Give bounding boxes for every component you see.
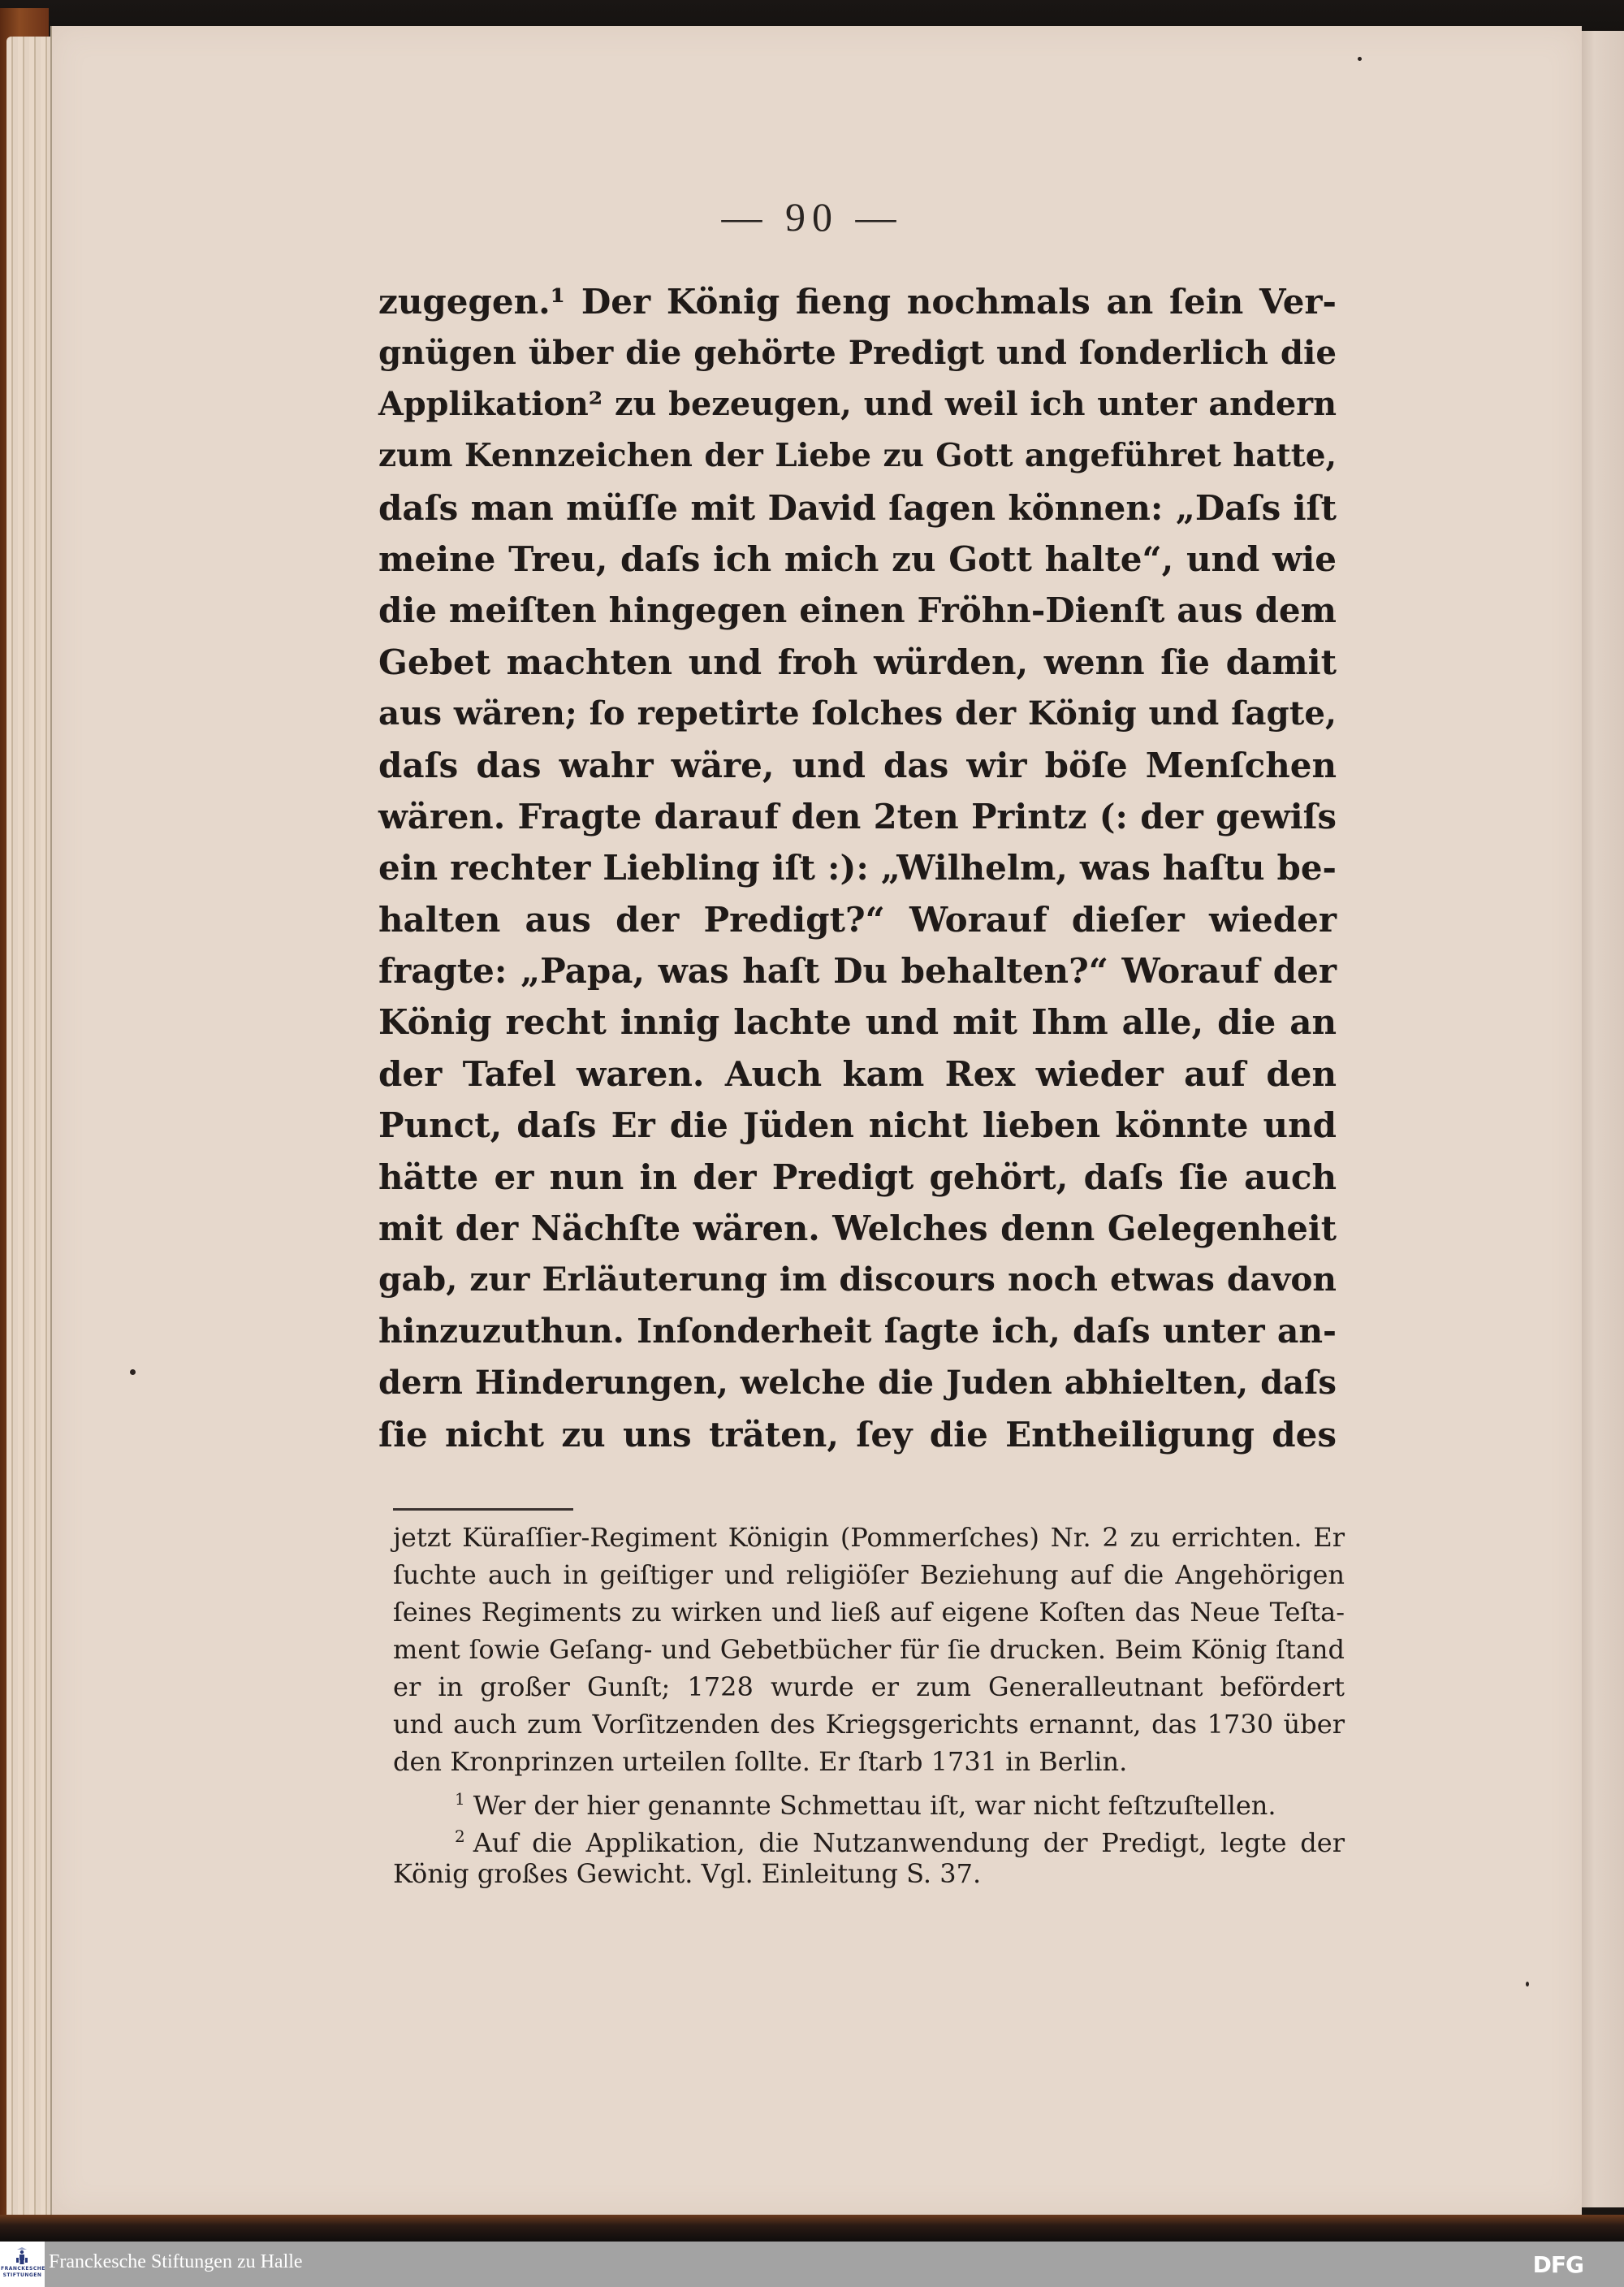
institution-name[interactable]: Franckesche Stiftungen zu Halle (49, 2251, 303, 2272)
text-line: hinzuzuthun. Inſonderheit ſagte ich, daſs unter an- (378, 1311, 1337, 1351)
text-line: aus wären; ſo repetirte ſolches der König und ſagte, (378, 694, 1337, 733)
footnotes (393, 1519, 1345, 1892)
text-line: zugegen.¹ Der König fieng nochmals an ſein Ver- (378, 282, 1337, 322)
text-line: mit der Nächſte wären. Welches denn Gelegenheit (378, 1208, 1337, 1249)
footer-bar (0, 2242, 1624, 2287)
text-line: fragte: „Papa, was haſt Du behalten?“ Worauf der (378, 951, 1337, 992)
dfg-logo[interactable]: DFG (1532, 2251, 1583, 2278)
footnote-text: Wer der hier genannte Schmettau iſt, war nicht feſtzuſtellen. (473, 1790, 1276, 1821)
footnote-text: Auf die Applikation, die Nutzanwendung der Predigt, legte der (473, 1827, 1345, 1858)
footnote-continuation-line: ment ſowie Geſang- und Gebetbücher für ſie drucken. Beim König ſtand (393, 1634, 1345, 1665)
franckesche-stiftungen-logo-icon (15, 2247, 28, 2265)
text-line: gab, zur Erläuterung im discours noch etwas davon (378, 1260, 1337, 1299)
paper-speck (130, 1369, 136, 1375)
footnote-continuation-line: jetzt Küraſſier-Regiment Königin (Pommerſches) Nr. 2 zu errichten. Er (393, 1522, 1345, 1553)
text-line: wären. Fragte darauf den 2ten Printz (: der gewiſs (378, 796, 1337, 837)
text-line: Gebet machten und froh würden, wenn ſie damit (378, 642, 1337, 682)
text-line: gnügen über die gehörte Predigt und ſonderlich die (378, 333, 1337, 373)
footnote-continuation-line: den Kronprinzen urteilen ſollte. Er ſtarb 1731 in Berlin. (393, 1746, 1128, 1777)
text-line: Punct, daſs Er die Jüden nicht lieben könnte und (378, 1105, 1337, 1146)
facing-page-edge (1580, 31, 1624, 2207)
paper-speck (1358, 57, 1362, 61)
text-line: ſie nicht zu uns träten, ſey die Entheiligung des (378, 1414, 1337, 1455)
footnote-continuation-line: ſeines Regiments zu wirken und ließ auf eigene Koſten das Neue Teſta- (393, 1597, 1345, 1628)
text-line: daſs man müſſe mit David ſagen können: „Daſs iſt (378, 487, 1337, 528)
text-line: die meiſten hingegen einen Fröhn-Dienſt aus dem (378, 590, 1337, 631)
text-line: der Tafel waren. Auch kam Rex wieder auf den (378, 1053, 1337, 1094)
footnote-2-line (393, 1818, 1345, 1858)
text-line: daſs das wahr wäre, und das wir böſe Menſchen (378, 745, 1337, 785)
text-line: zum Kennzeichen der Liebe zu Gott angeführet hatte, (378, 437, 1337, 475)
footnote-continuation-line: ſuchte auch in geiſtiger und religiöſer Beziehung auf die Angehörigen (393, 1559, 1345, 1590)
footnote-2-line (393, 1855, 1345, 1892)
logo-text: FRANCKESCHE STIFTUNGEN (1, 2266, 45, 2278)
text-line: Applikation² zu bezeugen, und weil ich unter andern (378, 385, 1337, 423)
footnote-text: König großes Gewicht. Vgl. Einleitung S. 37. (393, 1858, 982, 1889)
institution-logo[interactable] (0, 2242, 45, 2287)
text-line: hätte er nun in der Predigt gehört, daſs ſie auch (378, 1156, 1337, 1197)
footnote-marker: 1 (455, 1789, 465, 1809)
footnote-continuation-line: er in großer Gunſt; 1728 wurde er zum Generalleutnant befördert (393, 1671, 1345, 1702)
book-cover-bottom (0, 2215, 1624, 2242)
paper-speck (1526, 1982, 1529, 1987)
text-line: König recht innig lachte und mit Ihm alle, die an (378, 1002, 1337, 1043)
footnote-1-line (393, 1780, 1345, 1821)
footnote-marker: 2 (455, 1827, 465, 1846)
text-line: ein rechter Liebling iſt :): „Wilhelm, was haſtu be- (378, 848, 1337, 888)
page-edges (6, 37, 55, 2221)
footnote-separator (393, 1508, 573, 1511)
footnote-continuation-line: und auch zum Vorſitzenden des Kriegsgerichts ernannt, das 1730 über (393, 1709, 1345, 1740)
text-line: dern Hinderungen, welche die Juden abhielten, daſs (378, 1364, 1337, 1403)
body-text (378, 276, 1337, 1460)
page-number: — 90 — (721, 194, 903, 240)
text-line: meine Treu, daſs ich mich zu Gott halte“, und wie (378, 538, 1337, 579)
text-line: halten aus der Predigt?“ Worauf dieſer wieder (378, 899, 1337, 940)
